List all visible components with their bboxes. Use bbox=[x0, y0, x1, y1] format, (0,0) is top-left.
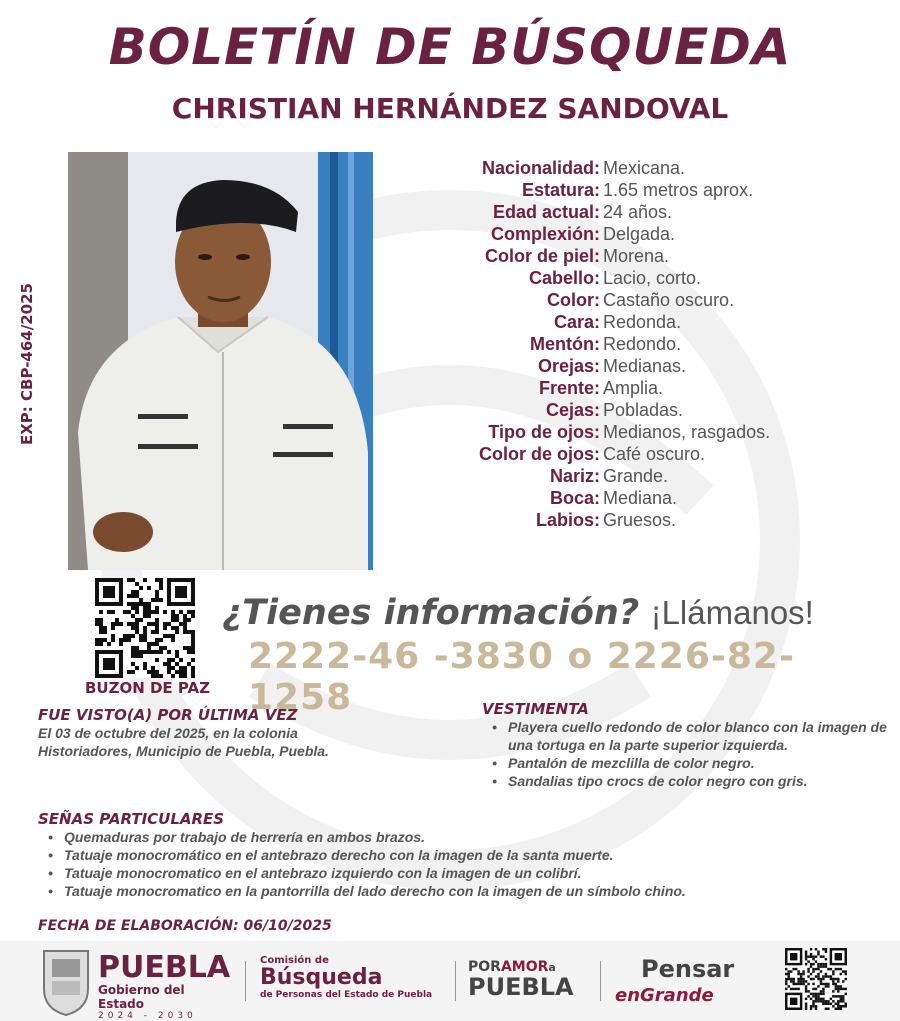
detail-label: Cejas: bbox=[545, 400, 600, 420]
detail-value: Grande. bbox=[603, 466, 669, 486]
last-seen-section bbox=[38, 706, 438, 760]
detail-label: Boca: bbox=[549, 488, 600, 508]
distinguishing-marks-list bbox=[38, 828, 878, 900]
bulletin-title: BOLETÍN DE BÚSQUEDA bbox=[108, 18, 792, 76]
missing-person-photo bbox=[68, 152, 373, 570]
detail-value: Mediana. bbox=[603, 488, 678, 508]
detail-value: Gruesos. bbox=[603, 510, 677, 530]
detail-row bbox=[420, 421, 860, 443]
clothing-title: VESTIMENTA bbox=[482, 700, 589, 718]
detail-row bbox=[420, 179, 860, 201]
list-item: • Quemaduras por trabajo de herrería en ambos brazos. bbox=[48, 828, 878, 846]
call-text: ¡Llámanos! bbox=[650, 594, 814, 631]
years-label: 2024 - 2030 bbox=[98, 1011, 197, 1021]
distinguishing-marks-title: SEÑAS PARTICULARES bbox=[38, 810, 225, 828]
detail-label: Complexión: bbox=[490, 224, 600, 244]
list-item: • Playera cuello redondo de color blanco con la imagen de una tortuga en la parte superior izquierda. bbox=[492, 718, 887, 754]
detail-label: Mentón: bbox=[530, 334, 600, 354]
detail-value: Pobladas. bbox=[603, 400, 684, 420]
detail-value: Lacio, corto. bbox=[603, 268, 702, 288]
comision-label: Comisión de bbox=[260, 955, 329, 966]
clothing-section bbox=[482, 700, 887, 790]
detail-row bbox=[420, 267, 860, 289]
detail-label: Nariz: bbox=[549, 466, 600, 486]
detail-value: 1.65 metros aprox. bbox=[603, 180, 754, 200]
question-text: ¿Tienes información? bbox=[222, 593, 640, 633]
missing-person-name: CHRISTIAN HERNÁNDEZ SANDOVAL bbox=[171, 92, 729, 125]
detail-label: Tipo de ojos: bbox=[488, 422, 600, 442]
en-label: en bbox=[615, 985, 641, 1006]
detail-row bbox=[420, 399, 860, 421]
elaboration-date: FECHA DE ELABORACIÓN: 06/10/2025 bbox=[38, 918, 332, 934]
a-label: a bbox=[548, 961, 556, 974]
poramor-puebla-wordmark: PUEBLA bbox=[468, 973, 574, 1001]
detail-row bbox=[420, 465, 860, 487]
detail-value: Amplia. bbox=[603, 378, 664, 398]
detail-row bbox=[420, 333, 860, 355]
physical-description bbox=[420, 157, 860, 531]
detail-label: Orejas: bbox=[537, 356, 600, 376]
pensar-en-grande-logo bbox=[615, 957, 765, 1008]
detail-row bbox=[420, 377, 860, 399]
pensar-wordmark: Pensar bbox=[641, 955, 735, 983]
detail-value: Mexicana. bbox=[603, 158, 686, 178]
list-item: • Sandalias tipo crocs de color negro con gris. bbox=[492, 772, 887, 790]
list-item: • Tatuaje monocromático en el antebrazo derecho con la imagen de la santa muerte. bbox=[48, 846, 878, 864]
detail-label: Cara: bbox=[553, 312, 600, 332]
qr-code[interactable] bbox=[95, 578, 195, 678]
detail-row bbox=[420, 355, 860, 377]
detail-label: Color de ojos: bbox=[479, 444, 600, 464]
detail-value: Redonda. bbox=[603, 312, 682, 332]
list-item: • Tatuaje monocromatico en la pantorrilla del lado derecho con la imagen de un símbolo chino. bbox=[48, 882, 878, 900]
por-amor-puebla-logo bbox=[468, 959, 588, 999]
detail-row bbox=[420, 487, 860, 509]
detail-row bbox=[420, 223, 860, 245]
detail-value: Café oscuro. bbox=[603, 444, 706, 464]
detail-label: Edad actual: bbox=[492, 202, 600, 222]
expediente-number: EXP: CBP-464/2025 bbox=[18, 283, 36, 445]
divider bbox=[455, 961, 456, 1001]
detail-row bbox=[420, 289, 860, 311]
detail-label: Color: bbox=[547, 290, 600, 310]
detail-value: Castaño oscuro. bbox=[603, 290, 735, 310]
last-seen-text-2: Historiadores, Municipio de Puebla, Puebla. bbox=[38, 743, 329, 759]
comision-busqueda-logo bbox=[260, 955, 450, 1000]
detail-label: Nacionalidad: bbox=[481, 158, 600, 178]
detail-value: 24 años. bbox=[603, 202, 673, 222]
list-item: • Tatuaje monocromatico en el antebrazo izquierdo con la imagen de un colibrí. bbox=[48, 864, 878, 882]
detail-row bbox=[420, 201, 860, 223]
detail-label: Frente: bbox=[538, 378, 600, 398]
detail-label: Labios: bbox=[535, 510, 600, 530]
list-item: • Pantalón de mezclilla de color negro. bbox=[492, 754, 887, 772]
detail-label: Cabello: bbox=[528, 268, 600, 288]
distinguishing-marks-section bbox=[38, 810, 878, 900]
detail-value: Redondo. bbox=[603, 334, 682, 354]
detail-value: Morena. bbox=[603, 246, 670, 266]
gobierno-puebla-logo bbox=[98, 950, 233, 1021]
last-seen-title: FUE VISTO(A) POR ÚLTIMA VEZ bbox=[38, 706, 298, 724]
detail-row bbox=[420, 443, 860, 465]
detail-value: Medianos, rasgados. bbox=[603, 422, 771, 442]
divider bbox=[245, 961, 246, 1001]
buzon-de-paz-label: BUZON DE PAZ bbox=[84, 679, 211, 697]
busqueda-wordmark: Búsqueda bbox=[260, 965, 383, 990]
detail-row bbox=[420, 245, 860, 267]
phone-numbers[interactable]: 2222-46 -3830 o 2226-82-1258 bbox=[248, 636, 795, 718]
footer-logos bbox=[0, 941, 900, 1021]
divider bbox=[600, 961, 601, 1001]
detail-label: Estatura: bbox=[521, 180, 600, 200]
amor-label: AMOR bbox=[500, 959, 549, 975]
detail-row bbox=[420, 509, 860, 531]
detail-value: Delgada. bbox=[603, 224, 676, 244]
detail-row bbox=[420, 311, 860, 333]
grande-wordmark: Grande bbox=[640, 985, 714, 1006]
detail-row bbox=[420, 157, 860, 179]
contact-question bbox=[222, 592, 882, 633]
comision-subtitle: de Personas del Estado de Puebla bbox=[260, 990, 433, 1000]
gobierno-label: Gobierno del Estado bbox=[98, 983, 185, 1011]
puebla-wordmark: PUEBLA bbox=[98, 950, 231, 985]
detail-value: Medianas. bbox=[603, 356, 687, 376]
qr-code[interactable] bbox=[785, 948, 847, 1010]
state-shield-icon bbox=[40, 945, 92, 1017]
last-seen-text-1: El 03 de octubre del 2025, en la colonia bbox=[38, 725, 298, 741]
detail-label: Color de piel: bbox=[484, 246, 600, 266]
clothing-list bbox=[482, 718, 887, 790]
por-label: POR bbox=[468, 959, 501, 975]
